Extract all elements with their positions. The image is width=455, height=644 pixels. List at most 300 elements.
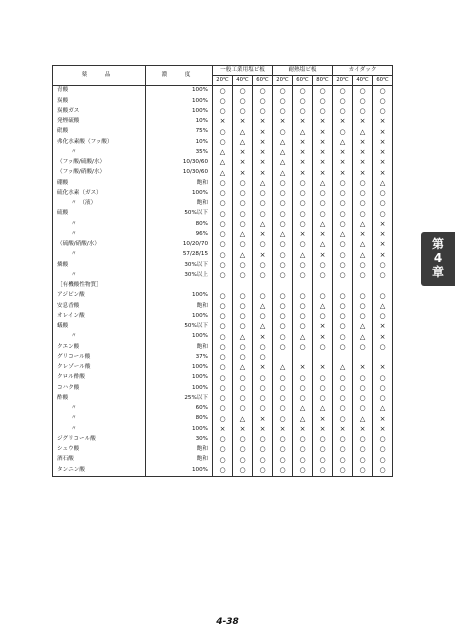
- concentration: 飽和: [146, 178, 213, 188]
- resistance-rating: ○: [213, 332, 233, 342]
- resistance-rating: ○: [333, 250, 353, 260]
- resistance-rating: ○: [313, 383, 333, 393]
- chemical-name: 〃: [53, 148, 146, 158]
- resistance-rating: ○: [233, 260, 253, 270]
- resistance-rating: ○: [313, 291, 333, 301]
- resistance-rating: ○: [213, 137, 233, 147]
- concentration: 50%以下: [146, 322, 213, 332]
- chemical-name: 硼酸: [53, 178, 146, 188]
- resistance-rating: ○: [293, 86, 313, 97]
- resistance-rating: ○: [293, 260, 313, 270]
- resistance-rating: ○: [273, 107, 293, 117]
- resistance-rating: ○: [273, 404, 293, 414]
- chemical-name: アジピン酸: [53, 291, 146, 301]
- resistance-rating: ○: [333, 435, 353, 445]
- concentration: 100%: [146, 189, 213, 199]
- resistance-rating: ×: [293, 148, 313, 158]
- resistance-rating: ○: [233, 86, 253, 97]
- resistance-rating: ×: [333, 424, 353, 434]
- chapter-tab: [421, 232, 455, 286]
- resistance-rating: ○: [253, 260, 273, 270]
- table-row: [53, 322, 393, 332]
- resistance-rating: ×: [333, 168, 353, 178]
- table-row: [53, 86, 393, 97]
- resistance-rating: ×: [253, 250, 273, 260]
- chemical-name: 〃: [53, 230, 146, 240]
- table-row: [53, 96, 393, 106]
- chemical-name: 炭酸: [53, 96, 146, 106]
- resistance-rating: ×: [313, 168, 333, 178]
- resistance-rating: ○: [253, 394, 273, 404]
- resistance-rating: ○: [353, 445, 373, 455]
- chemical-name: （フッ酸/硫酸/水）: [53, 158, 146, 168]
- resistance-rating: ○: [293, 107, 313, 117]
- resistance-rating: ×: [373, 424, 393, 434]
- resistance-rating: ○: [253, 383, 273, 393]
- resistance-rating: [213, 281, 233, 291]
- resistance-rating: ×: [313, 137, 333, 147]
- resistance-rating: △: [293, 127, 313, 137]
- resistance-rating: ○: [233, 465, 253, 476]
- resistance-rating: ×: [313, 158, 333, 168]
- resistance-rating: ×: [293, 137, 313, 147]
- chemical-name: （硫酸/硝酸/水）: [53, 240, 146, 250]
- table-row: [53, 404, 393, 414]
- resistance-rating: ○: [233, 240, 253, 250]
- resistance-rating: △: [293, 332, 313, 342]
- table-row: [53, 178, 393, 188]
- group-header-kydex: カイダック: [333, 66, 393, 76]
- concentration: 25%以下: [146, 394, 213, 404]
- resistance-rating: ○: [293, 373, 313, 383]
- resistance-rating: ○: [253, 435, 273, 445]
- resistance-rating: ×: [373, 322, 393, 332]
- resistance-rating: ×: [233, 424, 253, 434]
- resistance-rating: ○: [353, 435, 373, 445]
- resistance-rating: △: [253, 301, 273, 311]
- resistance-rating: ○: [373, 435, 393, 445]
- concentration: 飽和: [146, 342, 213, 352]
- table-row: [53, 219, 393, 229]
- table-row: [53, 332, 393, 342]
- resistance-rating: △: [373, 404, 393, 414]
- resistance-rating: ○: [333, 312, 353, 322]
- chemical-name: 〃: [53, 250, 146, 260]
- resistance-rating: ×: [373, 127, 393, 137]
- table-row: [53, 271, 393, 281]
- resistance-rating: ○: [293, 240, 313, 250]
- resistance-rating: ○: [233, 383, 253, 393]
- resistance-rating: ○: [353, 189, 373, 199]
- resistance-rating: △: [233, 230, 253, 240]
- table-row: [53, 445, 393, 455]
- resistance-rating: ○: [273, 291, 293, 301]
- resistance-rating: ×: [253, 168, 273, 178]
- resistance-rating: ○: [273, 209, 293, 219]
- chemical-name: 酢酸: [53, 394, 146, 404]
- resistance-rating: ○: [333, 219, 353, 229]
- table-row: [53, 281, 393, 291]
- concentration: 10/30/60: [146, 168, 213, 178]
- resistance-rating: △: [333, 137, 353, 147]
- table-row: [53, 148, 393, 158]
- table-row: [53, 394, 393, 404]
- resistance-rating: ○: [313, 373, 333, 383]
- resistance-rating: [273, 353, 293, 363]
- resistance-rating: ○: [293, 445, 313, 455]
- resistance-rating: ○: [213, 240, 233, 250]
- chemical-name: 炭酸ガス: [53, 107, 146, 117]
- table-row: [53, 240, 393, 250]
- table-row: [53, 414, 393, 424]
- resistance-rating: ×: [353, 168, 373, 178]
- resistance-rating: ○: [313, 465, 333, 476]
- chemical-name: グリコール酸: [53, 353, 146, 363]
- resistance-rating: ○: [293, 271, 313, 281]
- concentration: 100%: [146, 332, 213, 342]
- resistance-rating: ○: [373, 455, 393, 465]
- resistance-rating: ○: [273, 96, 293, 106]
- resistance-rating: ○: [233, 178, 253, 188]
- resistance-rating: ○: [273, 127, 293, 137]
- resistance-rating: ○: [213, 291, 233, 301]
- resistance-rating: ○: [373, 260, 393, 270]
- resistance-rating: ○: [353, 383, 373, 393]
- resistance-rating: ○: [273, 465, 293, 476]
- chemical-name: 燐酸: [53, 260, 146, 270]
- resistance-rating: ×: [293, 424, 313, 434]
- resistance-rating: ○: [273, 312, 293, 322]
- resistance-rating: ○: [233, 455, 253, 465]
- resistance-rating: △: [233, 414, 253, 424]
- resistance-rating: △: [233, 363, 253, 373]
- resistance-rating: ○: [273, 445, 293, 455]
- chemical-name: オレイン酸: [53, 312, 146, 322]
- resistance-rating: ○: [353, 465, 373, 476]
- table-row: [53, 250, 393, 260]
- temperature-header: 80℃: [313, 76, 333, 86]
- resistance-rating: ○: [293, 342, 313, 352]
- concentration: 飽和: [146, 445, 213, 455]
- resistance-rating: ○: [333, 394, 353, 404]
- concentration: 57/28/15: [146, 250, 213, 260]
- resistance-rating: △: [293, 414, 313, 424]
- chemical-name: 〃: [53, 404, 146, 414]
- resistance-rating: ○: [333, 465, 353, 476]
- chemical-name: シュウ酸: [53, 445, 146, 455]
- resistance-rating: ×: [373, 250, 393, 260]
- concentration: 10/20/70: [146, 240, 213, 250]
- resistance-rating: [273, 281, 293, 291]
- resistance-rating: ○: [213, 127, 233, 137]
- resistance-rating: ○: [373, 445, 393, 455]
- resistance-rating: ○: [353, 312, 373, 322]
- resistance-rating: △: [213, 158, 233, 168]
- resistance-rating: ×: [353, 117, 373, 127]
- resistance-rating: ○: [273, 271, 293, 281]
- resistance-rating: △: [373, 301, 393, 311]
- resistance-rating: ×: [353, 363, 373, 373]
- resistance-rating: ○: [213, 260, 233, 270]
- resistance-rating: [333, 281, 353, 291]
- resistance-rating: [253, 281, 273, 291]
- table-row: [53, 127, 393, 137]
- resistance-rating: ○: [213, 219, 233, 229]
- resistance-rating: ○: [273, 178, 293, 188]
- chapter-tab-line3: 章: [431, 264, 444, 279]
- resistance-rating: ○: [313, 342, 333, 352]
- resistance-rating: ○: [293, 178, 313, 188]
- table-row: [53, 342, 393, 352]
- temperature-header: 60℃: [253, 76, 273, 86]
- resistance-rating: [373, 281, 393, 291]
- resistance-rating: ○: [273, 435, 293, 445]
- resistance-rating: ○: [213, 353, 233, 363]
- resistance-rating: ○: [333, 240, 353, 250]
- concentration: 100%: [146, 96, 213, 106]
- table-row: [53, 301, 393, 311]
- resistance-rating: △: [293, 404, 313, 414]
- resistance-rating: ○: [253, 373, 273, 383]
- resistance-rating: ○: [293, 189, 313, 199]
- resistance-rating: ○: [233, 271, 253, 281]
- concentration: 100%: [146, 86, 213, 97]
- resistance-rating: ○: [373, 86, 393, 97]
- resistance-rating: ○: [253, 96, 273, 106]
- table-row: [53, 209, 393, 219]
- resistance-rating: ○: [313, 107, 333, 117]
- table-row: [53, 117, 393, 127]
- resistance-rating: ○: [233, 199, 253, 209]
- chemical-name: （フッ酸/硝酸/水）: [53, 168, 146, 178]
- resistance-rating: ○: [213, 322, 233, 332]
- resistance-rating: ○: [373, 189, 393, 199]
- resistance-rating: ○: [313, 271, 333, 281]
- resistance-rating: △: [313, 178, 333, 188]
- chemical-header: 薬 品: [53, 66, 146, 86]
- resistance-rating: ×: [353, 158, 373, 168]
- resistance-rating: ○: [333, 209, 353, 219]
- resistance-rating: △: [353, 322, 373, 332]
- resistance-rating: ○: [253, 240, 273, 250]
- resistance-rating: ○: [213, 404, 233, 414]
- resistance-rating: ○: [213, 189, 233, 199]
- resistance-rating: ×: [313, 322, 333, 332]
- concentration: 飽和: [146, 455, 213, 465]
- resistance-rating: ○: [213, 209, 233, 219]
- resistance-rating: △: [313, 240, 333, 250]
- resistance-rating: ○: [253, 291, 273, 301]
- resistance-rating: ×: [253, 363, 273, 373]
- resistance-rating: △: [373, 178, 393, 188]
- resistance-rating: ×: [313, 148, 333, 158]
- resistance-rating: ○: [213, 435, 233, 445]
- resistance-rating: ○: [213, 383, 233, 393]
- resistance-rating: ○: [293, 322, 313, 332]
- resistance-rating: △: [273, 230, 293, 240]
- resistance-rating: ○: [373, 291, 393, 301]
- resistance-rating: ○: [333, 199, 353, 209]
- table-header: [53, 66, 393, 86]
- chemical-name: 〃: [53, 414, 146, 424]
- chemical-resistance-table: [52, 65, 393, 477]
- resistance-rating: ○: [333, 373, 353, 383]
- concentration: 飽和: [146, 199, 213, 209]
- concentration: 30%以下: [146, 260, 213, 270]
- resistance-rating: ○: [253, 189, 273, 199]
- resistance-rating: △: [353, 250, 373, 260]
- concentration: 100%: [146, 107, 213, 117]
- resistance-rating: ×: [313, 332, 333, 342]
- table-row: [53, 383, 393, 393]
- resistance-rating: ○: [233, 107, 253, 117]
- resistance-rating: ○: [293, 394, 313, 404]
- resistance-rating: ×: [293, 117, 313, 127]
- concentration: 10/30/60: [146, 158, 213, 168]
- resistance-rating: ○: [333, 414, 353, 424]
- resistance-rating: △: [253, 178, 273, 188]
- resistance-rating: ○: [253, 404, 273, 414]
- resistance-rating: ×: [313, 117, 333, 127]
- resistance-rating: ○: [313, 435, 333, 445]
- resistance-rating: ×: [233, 168, 253, 178]
- resistance-rating: ○: [213, 86, 233, 97]
- resistance-rating: ×: [333, 158, 353, 168]
- concentration: 100%: [146, 465, 213, 476]
- resistance-rating: ×: [373, 240, 393, 250]
- resistance-rating: ○: [253, 465, 273, 476]
- resistance-rating: ×: [253, 230, 273, 240]
- resistance-rating: △: [313, 301, 333, 311]
- resistance-rating: ○: [293, 291, 313, 301]
- resistance-rating: △: [353, 240, 373, 250]
- resistance-rating: ○: [273, 373, 293, 383]
- concentration: 100%: [146, 363, 213, 373]
- resistance-rating: ×: [253, 332, 273, 342]
- resistance-rating: ○: [353, 199, 373, 209]
- resistance-rating: ○: [233, 353, 253, 363]
- resistance-rating: ×: [273, 117, 293, 127]
- resistance-rating: △: [253, 219, 273, 229]
- resistance-rating: ○: [333, 322, 353, 332]
- resistance-rating: ○: [313, 394, 333, 404]
- resistance-rating: ○: [313, 209, 333, 219]
- resistance-rating: ×: [253, 424, 273, 434]
- resistance-rating: [373, 353, 393, 363]
- resistance-rating: ○: [353, 96, 373, 106]
- concentration: 飽和: [146, 301, 213, 311]
- table-row: [53, 363, 393, 373]
- resistance-rating: ○: [313, 312, 333, 322]
- resistance-rating: ○: [293, 312, 313, 322]
- resistance-rating: △: [313, 404, 333, 414]
- chapter-tab-number: 4: [433, 251, 443, 266]
- resistance-rating: ○: [293, 209, 313, 219]
- concentration: 30%: [146, 435, 213, 445]
- resistance-rating: ○: [213, 178, 233, 188]
- resistance-rating: ○: [253, 209, 273, 219]
- concentration: 10%: [146, 137, 213, 147]
- chemical-name: クレゾール酸: [53, 363, 146, 373]
- resistance-rating: ×: [333, 117, 353, 127]
- resistance-rating: ○: [253, 107, 273, 117]
- temperature-header: 20℃: [333, 76, 353, 86]
- resistance-rating: ○: [213, 199, 233, 209]
- resistance-rating: [313, 353, 333, 363]
- resistance-rating: ○: [353, 209, 373, 219]
- resistance-rating: ○: [233, 312, 253, 322]
- table-row: [53, 312, 393, 322]
- table-row: [53, 189, 393, 199]
- table-row: [53, 291, 393, 301]
- resistance-rating: △: [333, 363, 353, 373]
- resistance-rating: ○: [273, 240, 293, 250]
- chemical-name: 硫酸: [53, 209, 146, 219]
- resistance-rating: ○: [333, 107, 353, 117]
- resistance-rating: ○: [253, 199, 273, 209]
- resistance-rating: ○: [293, 455, 313, 465]
- resistance-rating: ○: [273, 383, 293, 393]
- table-row: [53, 353, 393, 363]
- resistance-rating: [353, 281, 373, 291]
- chemical-name: 安息香酸: [53, 301, 146, 311]
- resistance-rating: ×: [313, 363, 333, 373]
- table-row: [53, 107, 393, 117]
- resistance-rating: ○: [373, 373, 393, 383]
- resistance-rating: ×: [373, 137, 393, 147]
- group-header-heat-resistant-pvc: 耐熱塩ビ板: [273, 66, 333, 76]
- resistance-rating: ○: [233, 322, 253, 332]
- resistance-rating: ○: [213, 96, 233, 106]
- resistance-rating: ○: [293, 96, 313, 106]
- resistance-rating: ○: [353, 271, 373, 281]
- resistance-rating: ○: [353, 178, 373, 188]
- resistance-rating: ○: [213, 271, 233, 281]
- concentration-header: 濃 度: [146, 66, 213, 86]
- concentration: 100%: [146, 373, 213, 383]
- resistance-rating: ○: [273, 332, 293, 342]
- table-row: [53, 260, 393, 270]
- resistance-rating: [313, 281, 333, 291]
- resistance-rating: ○: [213, 373, 233, 383]
- resistance-rating: ×: [253, 148, 273, 158]
- resistance-rating: ○: [213, 414, 233, 424]
- resistance-rating: ×: [373, 332, 393, 342]
- resistance-rating: [293, 281, 313, 291]
- resistance-rating: ○: [273, 394, 293, 404]
- resistance-rating: ○: [333, 301, 353, 311]
- resistance-rating: ○: [373, 383, 393, 393]
- temperature-header: 20℃: [273, 76, 293, 86]
- resistance-rating: [333, 353, 353, 363]
- resistance-rating: ○: [333, 332, 353, 342]
- resistance-rating: ○: [333, 271, 353, 281]
- resistance-rating: ×: [233, 117, 253, 127]
- resistance-rating: ○: [353, 455, 373, 465]
- chemical-name: 〃: [53, 424, 146, 434]
- temperature-header: 40℃: [353, 76, 373, 86]
- chemical-name: クロル酢酸: [53, 373, 146, 383]
- resistance-rating: △: [253, 322, 273, 332]
- resistance-rating: ×: [353, 148, 373, 158]
- chemical-name: タンニン酸: [53, 465, 146, 476]
- resistance-rating: ○: [273, 301, 293, 311]
- resistance-rating: △: [233, 127, 253, 137]
- resistance-rating: ○: [233, 394, 253, 404]
- resistance-rating: ○: [273, 219, 293, 229]
- resistance-rating: △: [353, 414, 373, 424]
- concentration: [146, 281, 213, 291]
